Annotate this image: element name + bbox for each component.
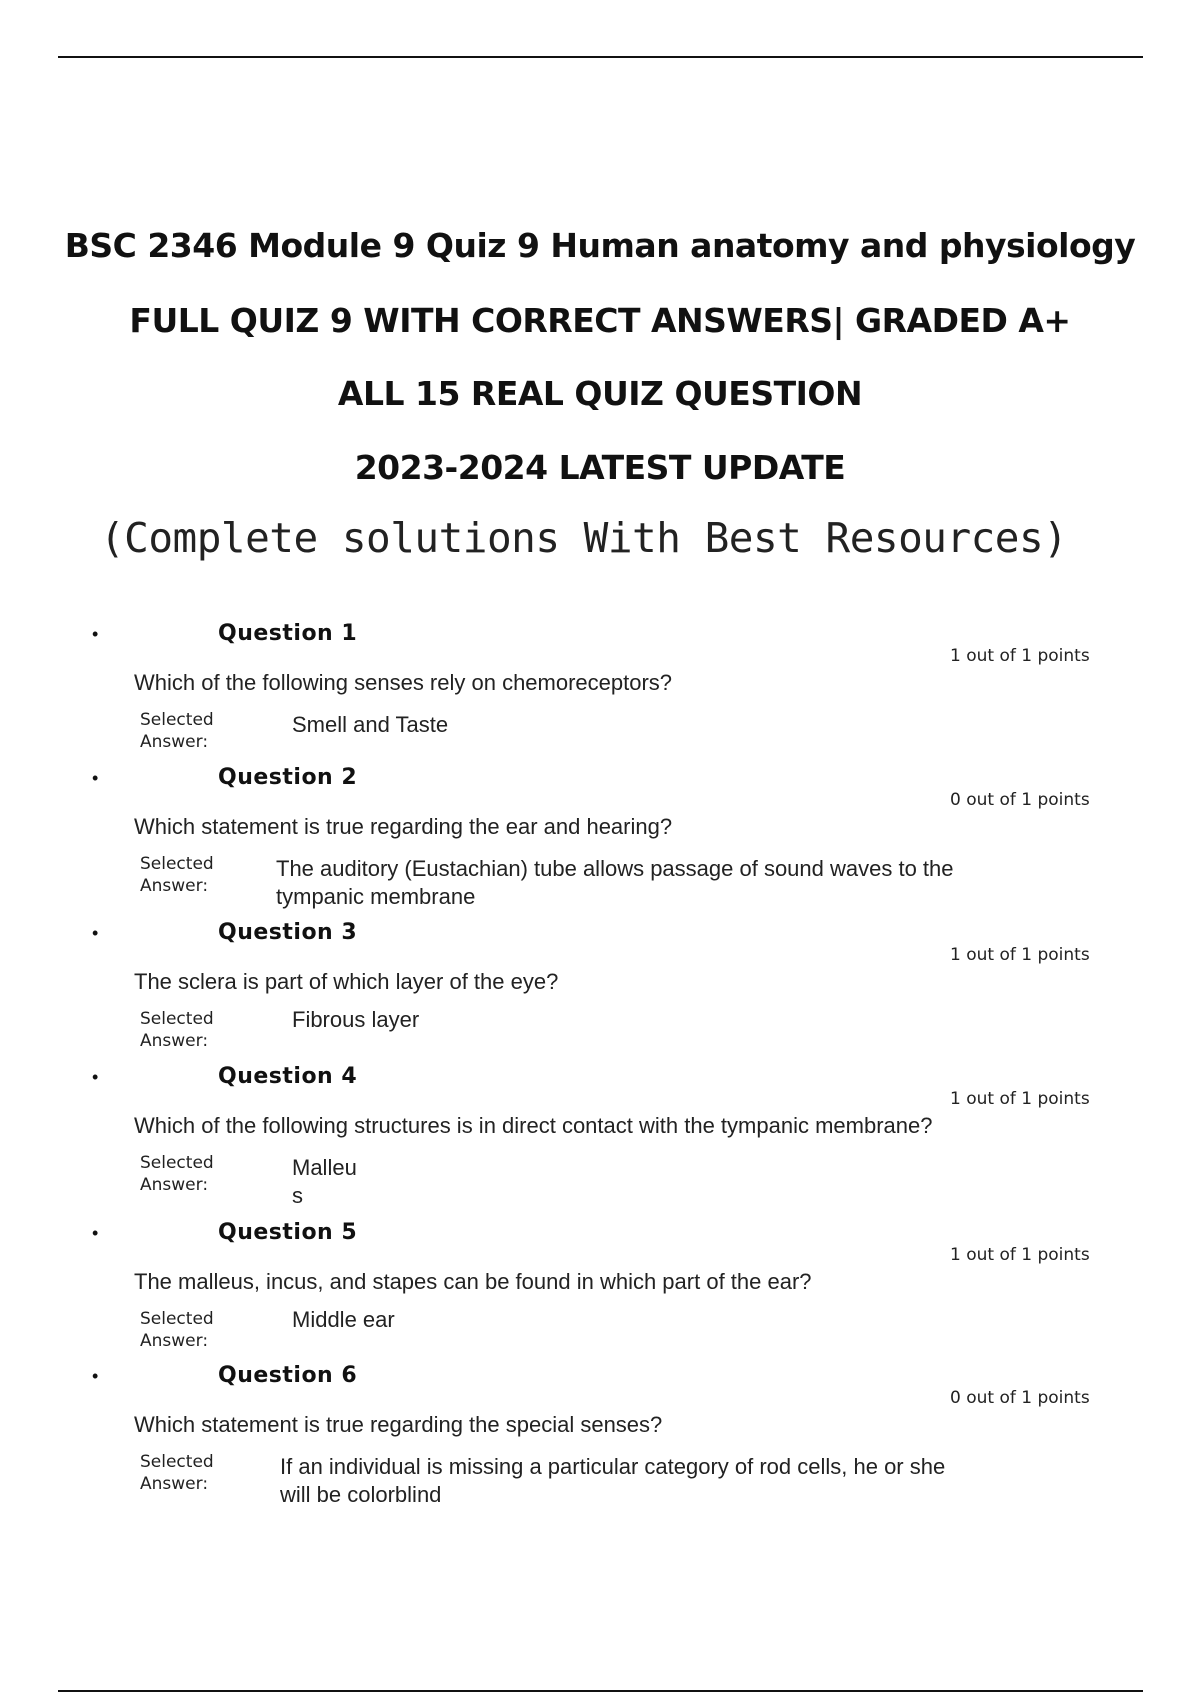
bullet: • bbox=[92, 1223, 99, 1243]
question-block bbox=[0, 619, 1200, 759]
question-text: The sclera is part of which layer of the eye? bbox=[134, 969, 559, 994]
bullet: • bbox=[92, 1366, 99, 1386]
selected-answer-label bbox=[140, 1451, 250, 1495]
selected-answer-label bbox=[140, 1308, 250, 1352]
question-text: Which statement is true regarding the ear and hearing? bbox=[134, 814, 673, 839]
question-heading: Question 3 bbox=[218, 920, 358, 945]
answer-line-1: Middle ear bbox=[292, 1307, 395, 1332]
selected-answer-label bbox=[140, 853, 250, 897]
answer-line-1: Fibrous layer bbox=[292, 1007, 420, 1032]
selected-answer bbox=[292, 711, 448, 739]
question-heading: Question 5 bbox=[218, 1220, 358, 1245]
selected-answer-label bbox=[140, 1008, 250, 1052]
question-block bbox=[0, 763, 1200, 909]
subtitle: (Complete solutions With Best Resources) bbox=[100, 514, 1068, 562]
question-points: 1 out of 1 points bbox=[950, 945, 1090, 965]
question-heading: Question 4 bbox=[218, 1064, 358, 1089]
answer-line-1: The auditory (Eustachian) tube allows passage of sound waves to the bbox=[276, 856, 954, 881]
question-heading: Question 1 bbox=[218, 621, 358, 646]
bullet: • bbox=[92, 923, 99, 943]
answer-line-1: If an individual is missing a particular category of rod cells, he or she bbox=[280, 1454, 946, 1479]
question-text: Which of the following senses rely on chemoreceptors? bbox=[134, 670, 673, 695]
answer-line-1: Smell and Taste bbox=[292, 712, 449, 737]
question-points: 1 out of 1 points bbox=[950, 1245, 1090, 1265]
question-text: Which of the following structures is in direct contact with the tympanic membrane? bbox=[134, 1113, 933, 1138]
bullet: • bbox=[92, 1067, 99, 1087]
selected-label-line-2: Answer: bbox=[140, 876, 209, 896]
title-line-3: ALL 15 REAL QUIZ QUESTION bbox=[337, 374, 863, 413]
selected-label-line-2: Answer: bbox=[140, 1175, 209, 1195]
answer-line-2: will be colorblind bbox=[280, 1482, 442, 1507]
question-points: 1 out of 1 points bbox=[950, 1089, 1090, 1109]
question-block bbox=[0, 1062, 1200, 1208]
answer-line-2: s bbox=[292, 1183, 303, 1208]
bottom-divider bbox=[58, 1690, 1143, 1692]
selected-answer-label bbox=[140, 1152, 250, 1196]
question-points: 1 out of 1 points bbox=[950, 646, 1090, 666]
selected-label-line-2: Answer: bbox=[140, 1031, 209, 1051]
selected-answer bbox=[292, 1006, 419, 1034]
selected-answer bbox=[276, 855, 954, 911]
selected-label-line-1: Selected bbox=[140, 1009, 214, 1029]
bullet: • bbox=[92, 768, 99, 788]
title-line-4: 2023-2024 LATEST UPDATE bbox=[354, 448, 846, 487]
selected-answer bbox=[292, 1306, 395, 1334]
title-line-2: FULL QUIZ 9 WITH CORRECT ANSWERS| GRADED A+ bbox=[129, 301, 1071, 340]
selected-label-line-1: Selected bbox=[140, 1309, 214, 1329]
selected-answer-label bbox=[140, 709, 250, 753]
selected-label-line-2: Answer: bbox=[140, 1331, 209, 1351]
question-text: The malleus, incus, and stapes can be found in which part of the ear? bbox=[134, 1269, 812, 1294]
title-line-1: BSC 2346 Module 9 Quiz 9 Human anatomy and physiology bbox=[64, 226, 1136, 265]
question-block bbox=[0, 1218, 1200, 1358]
answer-line-2: tympanic membrane bbox=[276, 884, 476, 909]
selected-label-line-1: Selected bbox=[140, 854, 214, 874]
question-heading: Question 2 bbox=[218, 765, 358, 790]
question-block bbox=[0, 918, 1200, 1058]
selected-label-line-1: Selected bbox=[140, 1452, 214, 1472]
selected-label-line-2: Answer: bbox=[140, 1474, 209, 1494]
question-points: 0 out of 1 points bbox=[950, 790, 1090, 810]
question-points: 0 out of 1 points bbox=[950, 1388, 1090, 1408]
answer-line-1: Malleu bbox=[292, 1155, 357, 1180]
selected-answer bbox=[292, 1154, 357, 1210]
top-divider bbox=[58, 56, 1143, 58]
selected-answer bbox=[280, 1453, 945, 1509]
question-text: Which statement is true regarding the special senses? bbox=[134, 1412, 663, 1437]
selected-label-line-2: Answer: bbox=[140, 732, 209, 752]
question-block bbox=[0, 1361, 1200, 1507]
selected-label-line-1: Selected bbox=[140, 710, 214, 730]
question-heading: Question 6 bbox=[218, 1363, 358, 1388]
bullet: • bbox=[92, 624, 99, 644]
selected-label-line-1: Selected bbox=[140, 1153, 214, 1173]
